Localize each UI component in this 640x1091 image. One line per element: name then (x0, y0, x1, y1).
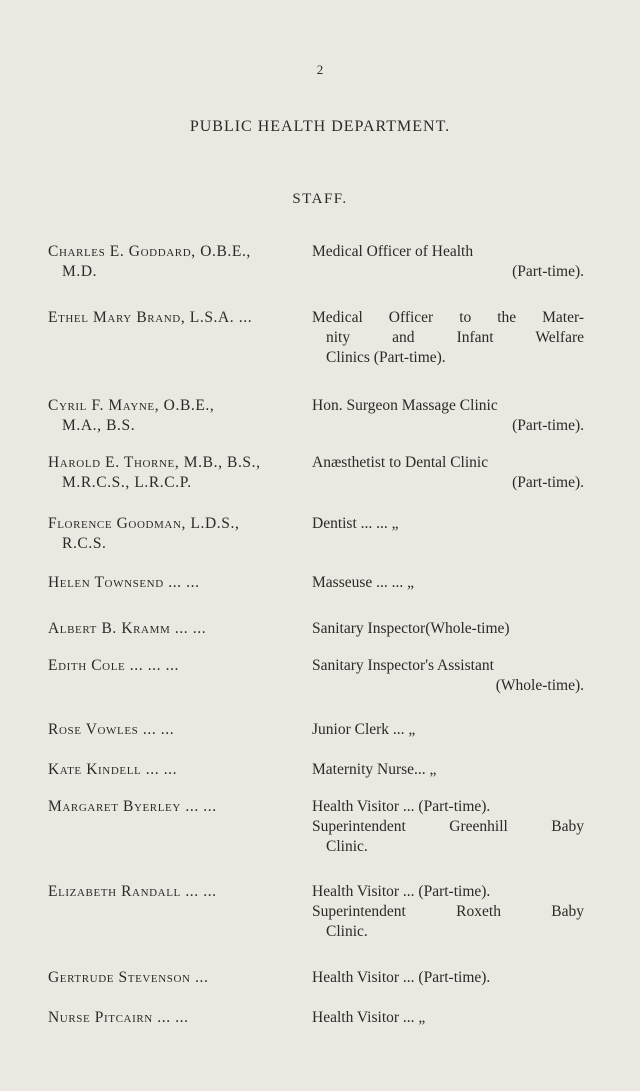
section-title: STAFF. (292, 191, 348, 207)
role-line: Health Visitor ... (Part-time). (312, 969, 491, 986)
role-line: Health Visitor ... „ (312, 1009, 426, 1026)
role-line: Sanitary Inspector(Whole-time) (312, 620, 510, 637)
staff-name (48, 882, 306, 902)
role-line: Maternity Nurse... „ (312, 761, 437, 778)
role-line: (Whole-time). (495, 677, 584, 694)
staff-role (312, 396, 584, 436)
staff-name-cont: M.D. (62, 263, 98, 280)
staff-name-cont: M.R.C.S., L.R.C.P. (62, 474, 192, 491)
staff-role (312, 797, 584, 857)
staff-name-line: Gertrude Stevenson ... (48, 969, 209, 986)
staff-name-line: Kate Kindell ... ... (48, 761, 178, 778)
staff-name-line: Elizabeth Randall ... ... (48, 883, 217, 900)
role-line: Masseuse ... ... „ (312, 574, 415, 591)
role-line: Dentist ... ... „ (312, 515, 399, 532)
staff-role (312, 1008, 584, 1028)
staff-name-line: Nurse Pitcairn ... ... (48, 1009, 189, 1026)
staff-role (312, 619, 584, 639)
staff-name (48, 573, 306, 593)
staff-name (48, 1008, 306, 1028)
page-number: 2 (316, 62, 324, 77)
role-line: Anæsthetist to Dental Clinic (312, 454, 489, 471)
staff-name (48, 968, 306, 988)
staff-name-line: Helen Townsend ... ... (48, 574, 200, 591)
role-line: (Part-time). (512, 263, 584, 280)
role-line: Superintendent Roxeth Baby (312, 903, 584, 920)
staff-name (48, 453, 306, 493)
staff-role (312, 308, 584, 368)
role-line: nity and Infant Welfare (326, 329, 584, 346)
role-line: (Part-time). (512, 417, 584, 434)
staff-name-line: Florence Goodman, L.D.S., (48, 515, 240, 532)
role-line: Medical Officer of Health (312, 243, 474, 260)
role-line: Health Visitor ... (Part-time). (312, 883, 491, 900)
staff-role (312, 573, 584, 593)
staff-role (312, 720, 584, 740)
staff-role (312, 242, 584, 282)
staff-name-line: Ethel Mary Brand, L.S.A. ... (48, 309, 253, 326)
staff-name-line: Cyril F. Mayne, O.B.E., (48, 397, 215, 414)
staff-name (48, 797, 306, 817)
role-line: Clinic. (326, 923, 368, 940)
role-line: Sanitary Inspector's Assistant (312, 657, 494, 674)
staff-name-line: Rose Vowles ... ... (48, 721, 175, 738)
role-line: Clinics (Part-time). (326, 349, 446, 366)
staff-role (312, 882, 584, 942)
staff-name-cont: R.C.S. (62, 535, 107, 552)
staff-name (48, 242, 306, 282)
page-title: PUBLIC HEALTH DEPARTMENT. (189, 118, 451, 135)
staff-name (48, 396, 306, 436)
staff-name (48, 514, 306, 554)
role-line: Medical Officer to the Mater- (312, 309, 584, 326)
staff-name (48, 619, 306, 639)
role-line: Superintendent Greenhill Baby (312, 818, 584, 835)
role-line: (Part-time). (512, 474, 584, 491)
staff-name-line: Edith Cole ... ... ... (48, 657, 180, 674)
staff-role (312, 514, 584, 534)
staff-name (48, 308, 306, 328)
staff-name-line: Charles E. Goddard, O.B.E., (48, 243, 251, 260)
role-line: Clinic. (326, 838, 368, 855)
staff-name-line: Harold E. Thorne, M.B., B.S., (48, 454, 261, 471)
staff-name (48, 760, 306, 780)
staff-name-line: Albert B. Kramm ... ... (48, 620, 207, 637)
staff-role (312, 760, 584, 780)
staff-role (312, 968, 584, 988)
role-line: Hon. Surgeon Massage Clinic (312, 397, 498, 414)
staff-role (312, 656, 584, 696)
staff-name (48, 720, 306, 740)
staff-name-cont: M.A., B.S. (62, 417, 136, 434)
role-line: Junior Clerk ... „ (312, 721, 416, 738)
staff-name (48, 656, 306, 676)
staff-name-line: Margaret Byerley ... ... (48, 798, 217, 815)
role-line: Health Visitor ... (Part-time). (312, 798, 491, 815)
staff-role (312, 453, 584, 493)
